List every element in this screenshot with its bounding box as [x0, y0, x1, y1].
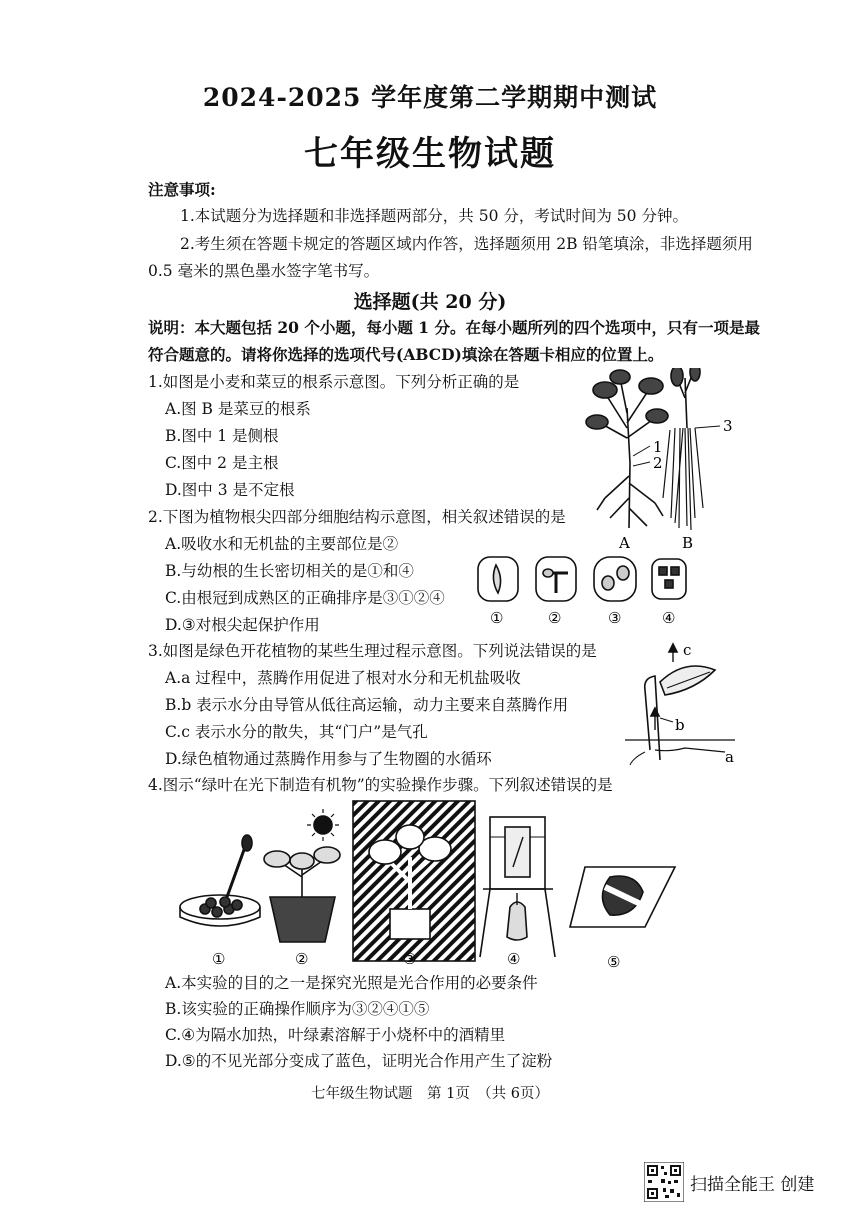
q2-label-4: ④	[662, 609, 676, 627]
q2-root-tip-cells-figure	[468, 555, 698, 630]
q3-transpiration-figure	[615, 640, 740, 770]
q4-option-a: A.本实验的目的之一是探究光照是光合作用的必要条件	[165, 974, 538, 992]
q4-experiment-steps-figure	[165, 797, 685, 977]
q2-stem: 2.下图为植物根尖四部分细胞结构示意图，相关叙述错误的是	[148, 508, 566, 526]
q4-label-3: ③	[403, 950, 417, 968]
q4-label-1: ①	[212, 950, 226, 968]
exam-subtitle: 七年级生物试题	[304, 134, 556, 174]
q4-option-c: C.④为隔水加热，叶绿素溶解于小烧杯中的酒精里	[165, 1026, 506, 1044]
q3-option-c: C.c 表示水分的散失，其“门户”是气孔	[165, 723, 428, 741]
q2-label-1: ①	[490, 609, 504, 627]
q1-option-b: B.图中 1 是侧根	[165, 427, 279, 445]
q1-label-3: 3	[723, 417, 733, 435]
q1-option-a: A.图 B 是菜豆的根系	[165, 400, 311, 418]
q1-label-a: A	[619, 534, 630, 552]
section-title: 选择题(共 20 分)	[353, 291, 507, 313]
q2-option-c: C.由根冠到成熟区的正确排序是③①②④	[165, 589, 445, 607]
q2-label-2: ②	[548, 609, 562, 627]
notes-item-2: 2.考生须在答题卡规定的答题区域内作答，选择题须用 2B 铅笔填涂，非选择题须用	[180, 235, 753, 253]
q1-stem: 1.如图是小麦和菜豆的根系示意图。下列分析正确的是	[148, 373, 520, 391]
q3-option-b: B.b 表示水分由导管从低往高运输，动力主要来自蒸腾作用	[165, 696, 569, 714]
q3-label-a: a	[725, 748, 734, 766]
q2-option-a: A.吸收水和无机盐的主要部位是②	[165, 535, 399, 553]
exam-title: 2024-2025 学年度第二学期期中测试	[202, 83, 658, 112]
qr-code-icon	[644, 1162, 684, 1202]
q3-option-d: D.绿色植物通过蒸腾作用参与了生物圈的水循环	[165, 750, 492, 768]
q4-option-d: D.⑤的不见光部分变成了蓝色，证明光合作用产生了淀粉	[165, 1052, 553, 1070]
q1-label-2: 2	[653, 454, 663, 472]
q1-label-b: B	[682, 534, 694, 552]
q4-label-2: ②	[295, 950, 309, 968]
q3-option-a: A.a 过程中，蒸腾作用促进了根对水分和无机盐吸收	[165, 669, 521, 687]
page-footer: 七年级生物试题 第 1页 （共 6页）	[311, 1086, 549, 1102]
q4-label-4: ④	[507, 950, 521, 968]
q2-option-b: B.与幼根的生长密切相关的是①和④	[165, 562, 414, 580]
q4-stem: 4.图示“绿叶在光下制造有机物”的实验操作步骤。下列叙述错误的是	[148, 776, 613, 794]
scanner-watermark: 扫描全能王 创建	[690, 1175, 815, 1195]
q1-option-c: C.图中 2 是主根	[165, 454, 279, 472]
section-desc-line2: 符合题意的。请将你选择的选项代号(ABCD)填涂在答题卡相应的位置上。	[148, 345, 664, 364]
q1-label-1: 1	[653, 438, 663, 456]
q3-label-b: b	[675, 716, 685, 734]
q4-label-5: ⑤	[607, 953, 621, 971]
q3-stem: 3.如图是绿色开花植物的某些生理过程示意图。下列说法错误的是	[148, 642, 597, 660]
q4-option-b: B.该实验的正确操作顺序为③②④①⑤	[165, 1000, 430, 1018]
q1-option-d: D.图中 3 是不定根	[165, 481, 295, 499]
notes-heading: 注意事项:	[148, 180, 216, 199]
q2-label-3: ③	[608, 609, 622, 627]
notes-item-1: 1.本试题分为选择题和非选择题两部分，共 50 分，考试时间为 50 分钟。	[180, 207, 688, 225]
q1-root-system-figure	[575, 368, 755, 553]
q2-option-d: D.③对根尖起保护作用	[165, 616, 320, 634]
section-desc-line1: 说明：本大题包括 20 个小题，每小题 1 分。在每小题所列的四个选项中，只有一项是最	[148, 318, 760, 337]
q3-label-c: c	[683, 641, 692, 659]
notes-item-2-cont: 0.5 毫米的黑色墨水签字笔书写。	[148, 262, 380, 280]
